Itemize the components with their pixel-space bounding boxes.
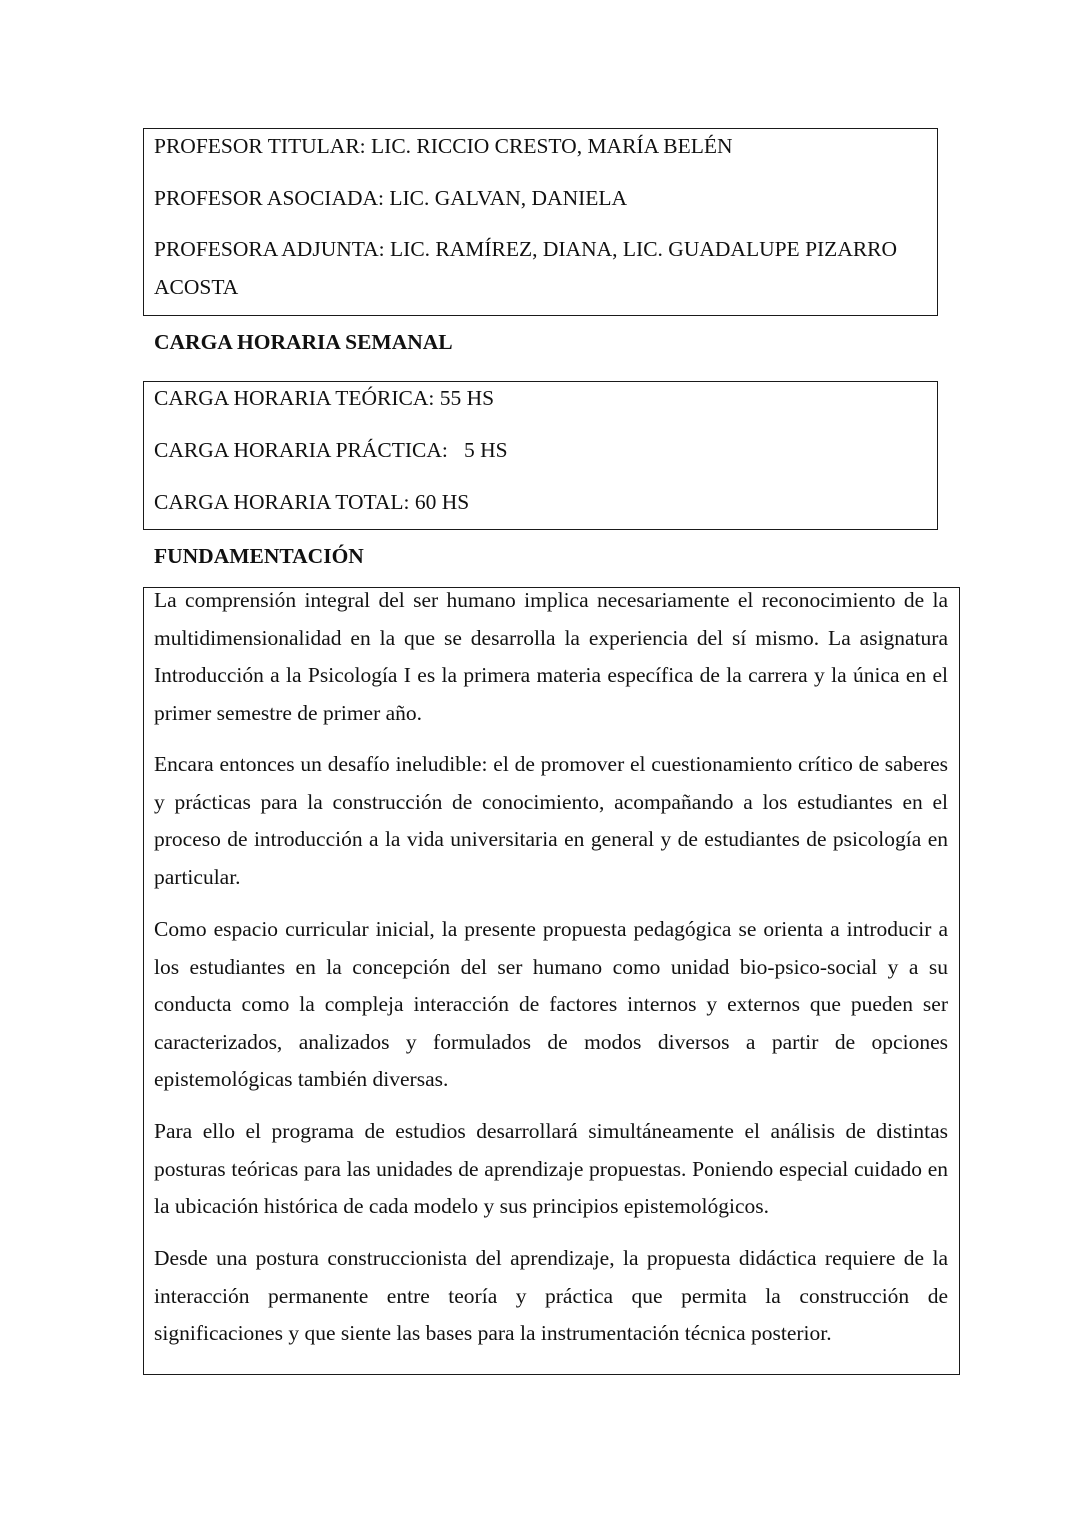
- profesores-box: [143, 128, 938, 316]
- fundamentacion-paragraph-3: Como espacio curricular inicial, la presente propuesta pedagógica se orienta a introducir a los estudiantes en la concepción del ser humano como unidad bio-psico-social y a su conducta como la compleja interacción de factores internos y externos que pueden ser caracterizados, analizados y formulados de modos diversos a partir de opciones epistemológicas también diversas.: [154, 917, 948, 1091]
- carga-total: CARGA HORARIA TOTAL: 60 HS: [154, 490, 470, 514]
- carga-practica: CARGA HORARIA PRÁCTICA: 5 HS: [154, 438, 508, 462]
- fundamentacion-paragraph-4: Para ello el programa de estudios desarrollará simultáneamente el análisis de distintas posturas teóricas para las unidades de aprendizaje propuestas. Poniendo especial cuidado en la ubicación histórica de cada modelo y sus principios epistemológicos.: [154, 1119, 948, 1218]
- profesor-asociada: PROFESOR ASOCIADA: LIC. GALVAN, DANIELA: [154, 186, 628, 210]
- profesor-titular: PROFESOR TITULAR: LIC. RICCIO CRESTO, MARÍA BELÉN: [154, 134, 733, 158]
- fundamentacion-paragraph-1: La comprensión integral del ser humano implica necesariamente el reconocimiento de la multidimensionalidad en la que se desarrolla la experiencia del sí mismo. La asignatura Introducción a la Psicología I es la primera materia específica de la carrera y la única en el primer semestre de primer año.: [154, 588, 948, 725]
- carga-horaria-box: [143, 381, 938, 530]
- fundamentacion-box: [143, 587, 960, 1375]
- carga-horaria-heading: CARGA HORARIA SEMANAL: [154, 330, 453, 354]
- fundamentacion-paragraph-2: Encara entonces un desafío ineludible: el de promover el cuestionamiento crítico de saberes y prácticas para la construcción de conocimiento, acompañando a los estudiantes en el proceso de introducción a la vida universitaria en general y de estudiantes de psicología en particular.: [154, 752, 948, 889]
- profesora-adjunta-line2: ACOSTA: [154, 275, 239, 299]
- fundamentacion-paragraph-5: Desde una postura construccionista del aprendizaje, la propuesta didáctica requiere de la interacción permanente entre teoría y práctica que permita la construcción de significaciones y que siente las bases para la instrumentación técnica posterior.: [154, 1246, 948, 1345]
- profesora-adjunta-line1: PROFESORA ADJUNTA: LIC. RAMÍREZ, DIANA, LIC. GUADALUPE PIZARRO: [154, 237, 898, 261]
- fundamentacion-heading: FUNDAMENTACIÓN: [154, 544, 364, 568]
- carga-teorica: CARGA HORARIA TEÓRICA: 55 HS: [154, 386, 495, 410]
